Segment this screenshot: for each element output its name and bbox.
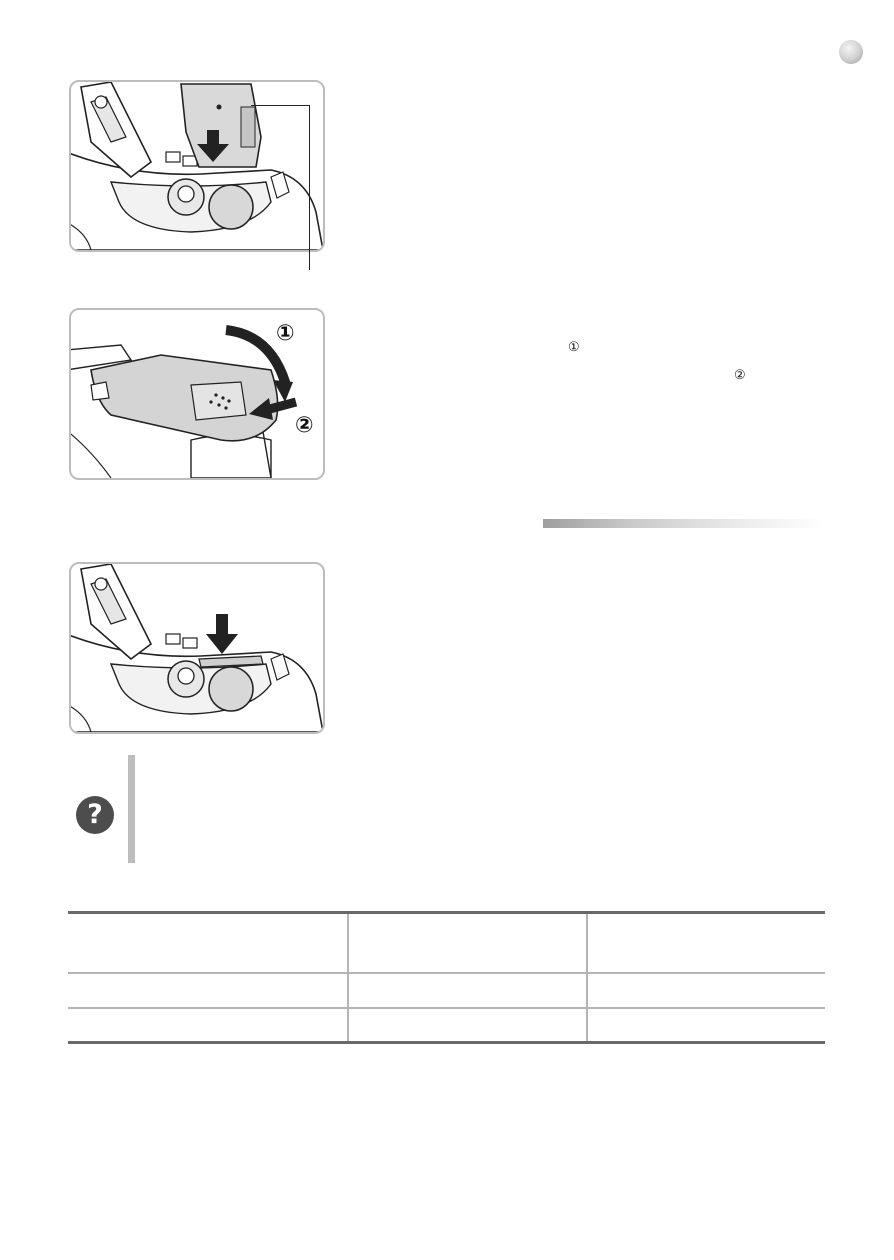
table-cell <box>587 913 825 974</box>
figure-close-cover <box>69 308 325 480</box>
table-cell <box>587 1008 825 1043</box>
section-heading-bar <box>543 519 826 528</box>
close-cover-illustration <box>71 310 323 478</box>
memory-card-remove-illustration <box>71 564 323 732</box>
table-cell <box>348 1008 587 1043</box>
spec-table <box>68 911 825 1044</box>
instruction-step1-mark: ① <box>568 339 580 354</box>
table-cell <box>68 1008 348 1043</box>
callout-line-horizontal <box>251 105 309 106</box>
note-sidebar-bar <box>128 755 135 863</box>
figure-step2-label: ② <box>295 413 314 438</box>
figure-remove-card <box>69 562 325 734</box>
table-cell <box>587 973 825 1008</box>
table-row <box>68 973 825 1008</box>
table-cell <box>68 973 348 1008</box>
memory-card-insert-illustration <box>71 82 323 250</box>
callout-line-vertical <box>309 105 310 270</box>
question-mark-icon: ? <box>76 796 114 834</box>
table-row <box>68 1008 825 1043</box>
table-cell <box>348 973 587 1008</box>
page-marker-icon <box>839 40 863 64</box>
figure-step1-label: ① <box>276 321 295 346</box>
table-cell <box>348 913 587 974</box>
instruction-step2-mark: ② <box>734 367 746 382</box>
table-row <box>68 913 825 974</box>
table-cell <box>68 913 348 974</box>
